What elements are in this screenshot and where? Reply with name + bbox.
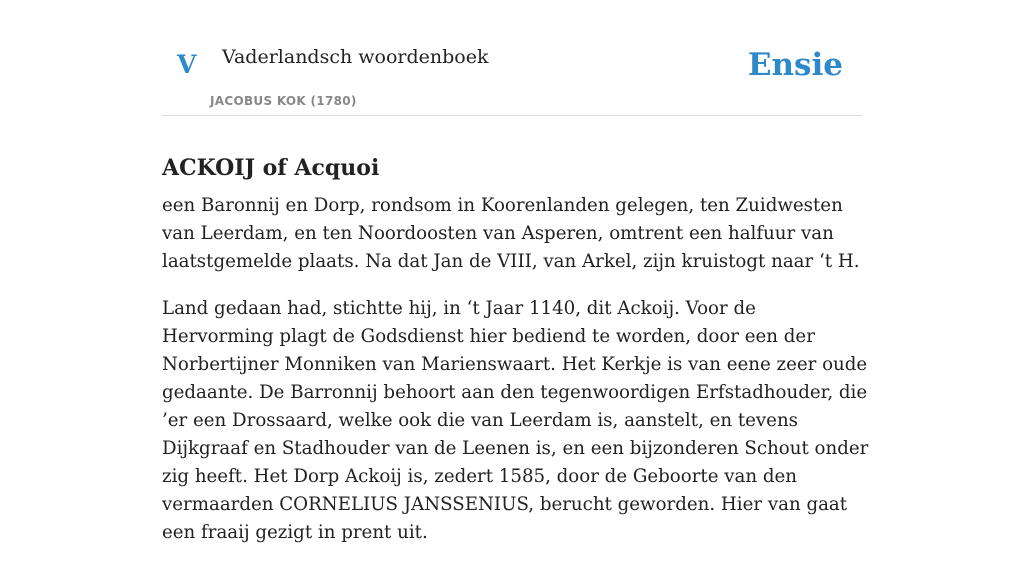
book-title-link[interactable]: Vaderlandsch woordenboek [222,46,489,68]
header [162,0,862,116]
entry-paragraph-1: een Baronnij en Dorp, rondsom in Koorenlanden gelegen, ten Zuidwesten van Leerdam, en ten Noordoosten van Asperen, omtrent een halfuur van laatstgemelde plaats. Na dat Jan de VIII, van Arkel, zijn kruistogt naar ‘t H. [162,195,860,272]
book-author-link[interactable]: JACOBUS KOK (1780) [210,94,357,108]
book-letter-icon[interactable]: V [177,50,197,79]
entry-body [162,192,872,566]
page [162,0,869,543]
ensie-logo[interactable]: Ensie [747,47,843,83]
entry-headword: ACKOIJ of Acquoi [162,154,380,181]
entry-paragraph-2: Land gedaan had, stichtte hij, in ‘t Jaar 1140, dit Ackoij. Voor de Hervorming plagt de Godsdienst hier bediend te worden, door een der Norbertijner Monniken van Marienswaart. Het Kerkje is van eene zeer oude gedaante. De Barronnij behoort aan den tegenwoordigen Erfstadhouder, die ’er een Drossaard, welke ook die van Leerdam is, aanstelt, en tevens Dijkgraaf en Stadhouder van de Leenen is, en een bijzonderen Schout onder zig heeft. Het Dorp Ackoij is, zedert 1585, door de Geboorte van den vermaarden CORNELIUS JANSSENIUS, berucht geworden. Hier van gaat een fraaij gezigt in prent uit. [162,298,869,543]
